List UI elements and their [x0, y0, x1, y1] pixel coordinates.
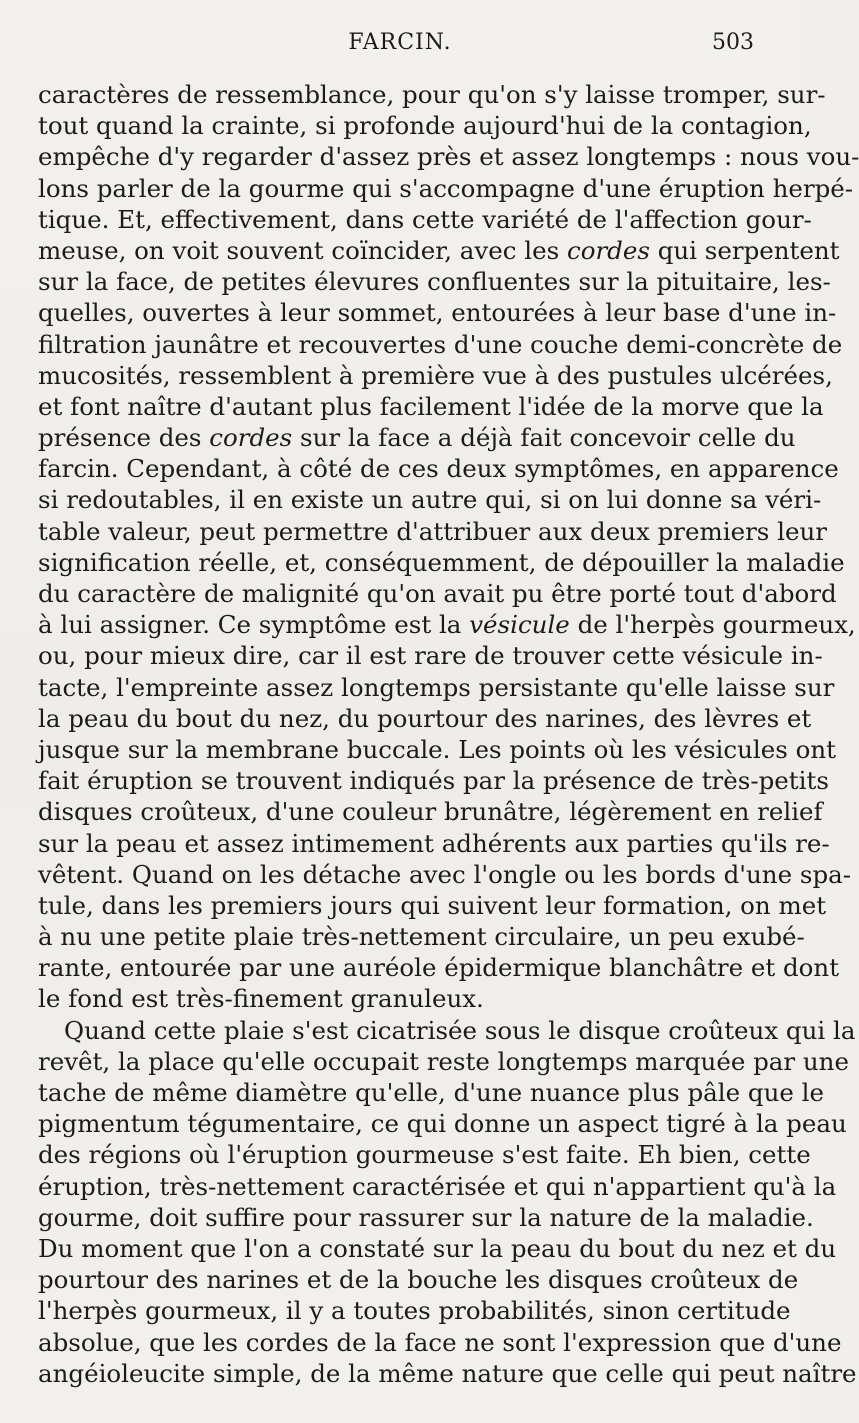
text-line: tique. Et, effectivement, dans cette variété de l'affection gour-: [38, 204, 812, 234]
text-line: l'herpès gourmeux, il y a toutes probabilités, sinon certitude: [38, 1296, 791, 1326]
text-line: des régions où l'éruption gourmeuse s'est faite. Eh bien, cette: [38, 1140, 811, 1170]
italic-term: vésicule: [469, 610, 570, 640]
text-line: absolue, que les cordes de la face ne sont l'expression que d'une: [38, 1327, 842, 1357]
text-line: la peau du bout du nez, du pourtour des narines, des lèvres et: [38, 703, 812, 733]
text-line: tache de même diamètre qu'elle, d'une nuance plus pâle que le: [38, 1078, 824, 1107]
paragraph-1: [38, 79, 859, 1015]
text-line: [38, 235, 840, 266]
text-line: sur la peau et assez intimement adhérents aux parties qu'ils re-: [38, 828, 830, 858]
text-line: signification réelle, et, conséquemment, de dépouiller la maladie: [38, 547, 845, 577]
running-head: [38, 30, 762, 64]
text-line: du caractère de malignité qu'on avait pu être porté tout d'abord: [38, 579, 837, 608]
text-segment: sur la face a déjà fait concevoir celle du: [292, 423, 796, 453]
text-line: tacte, l'empreinte assez longtemps persistante qu'elle laisse sur: [38, 672, 835, 702]
text-segment: qui serpentent: [649, 235, 840, 265]
text-line: farcin. Cependant, à côté de ces deux symptômes, en apparence: [38, 454, 839, 484]
running-title: FARCIN.: [348, 30, 452, 55]
text-line: lons parler de la gourme qui s'accompagne d'une éruption herpé-: [38, 173, 854, 203]
text-segment: meuse, on voit souvent coïncider, avec les: [38, 235, 567, 265]
text-segment: de l'herpès gourmeux,: [569, 610, 856, 640]
text-line: caractères de ressemblance, pour qu'on s'y laisse tromper, sur-: [38, 80, 826, 109]
text-line: éruption, très-nettement caractérisée et qui n'appartient qu'à la: [38, 1171, 837, 1201]
text-line: filtration jaunâtre et recouvertes d'une couche demi-concrète de: [38, 329, 843, 359]
text-line: ou, pour mieux dire, car il est rare de trouver cette vésicule in-: [38, 641, 823, 671]
italic-term: cordes: [209, 423, 293, 453]
text-line: revêt, la place qu'elle occupait reste longtemps marquée par une: [38, 1046, 849, 1076]
text-segment: à lui assigner. Ce symptôme est la: [38, 610, 470, 640]
text-line: quelles, ouvertes à leur sommet, entourées à leur base d'une in-: [38, 298, 837, 328]
text-line: disques croûteux, d'une couleur brunâtre, légèrement en relief: [38, 797, 823, 827]
text-line: jusque sur la membrane buccale. Les points où les vésicules ont: [38, 734, 836, 764]
page-number: 503: [712, 30, 754, 55]
text-segment: présence des: [38, 423, 210, 453]
body-text: [38, 79, 859, 1389]
text-line: tule, dans les premiers jours qui suivent leur formation, on met: [38, 890, 827, 920]
text-line: sur la face, de petites élevures confluentes sur la pituitaire, les-: [38, 267, 831, 297]
text-line: [38, 609, 856, 640]
text-line: gourme, doit suffire pour rassurer sur la nature de la maladie.: [38, 1202, 814, 1232]
text-line: pigmentum tégumentaire, ce qui donne un aspect tigré à la peau: [38, 1109, 847, 1139]
text-line: rante, entourée par une auréole épidermique blanchâtre et dont: [38, 953, 840, 983]
text-line: et font naître d'autant plus facilement l'idée de la morve que la: [38, 391, 824, 421]
italic-term: cordes: [566, 235, 650, 265]
text-line: mucosités, ressemblent à première vue à des pustules ulcérées,: [38, 360, 833, 390]
text-line: angéioleucite simple, de la même nature que celle qui peut naître: [38, 1358, 857, 1388]
text-line: empêche d'y regarder d'assez près et assez longtemps : nous vou-: [38, 142, 859, 172]
text-line: pourtour des narines et de la bouche les disques croûteux de: [38, 1265, 799, 1295]
text-line: fait éruption se trouvent indiqués par la présence de très-petits: [38, 766, 829, 796]
paragraph-2: [38, 1015, 857, 1389]
text-line: à nu une petite plaie très-nettement circulaire, un peu exubé-: [38, 922, 805, 952]
text-line: tout quand la crainte, si profonde aujourd'hui de la contagion,: [38, 111, 812, 141]
text-line: [38, 422, 796, 453]
text-line: vêtent. Quand on les détache avec l'ongle ou les bords d'une spa-: [38, 859, 852, 889]
text-line: Du moment que l'on a constaté sur la peau du bout du nez et du: [38, 1233, 837, 1263]
text-line: si redoutables, il en existe un autre qui, si on lui donne sa véri-: [38, 485, 822, 515]
text-line: table valeur, peut permettre d'attribuer aux deux premiers leur: [38, 516, 827, 546]
text-line: Quand cette plaie s'est cicatrisée sous le disque croûteux qui la: [64, 1015, 856, 1045]
text-line: le fond est très-finement granuleux.: [38, 984, 484, 1014]
